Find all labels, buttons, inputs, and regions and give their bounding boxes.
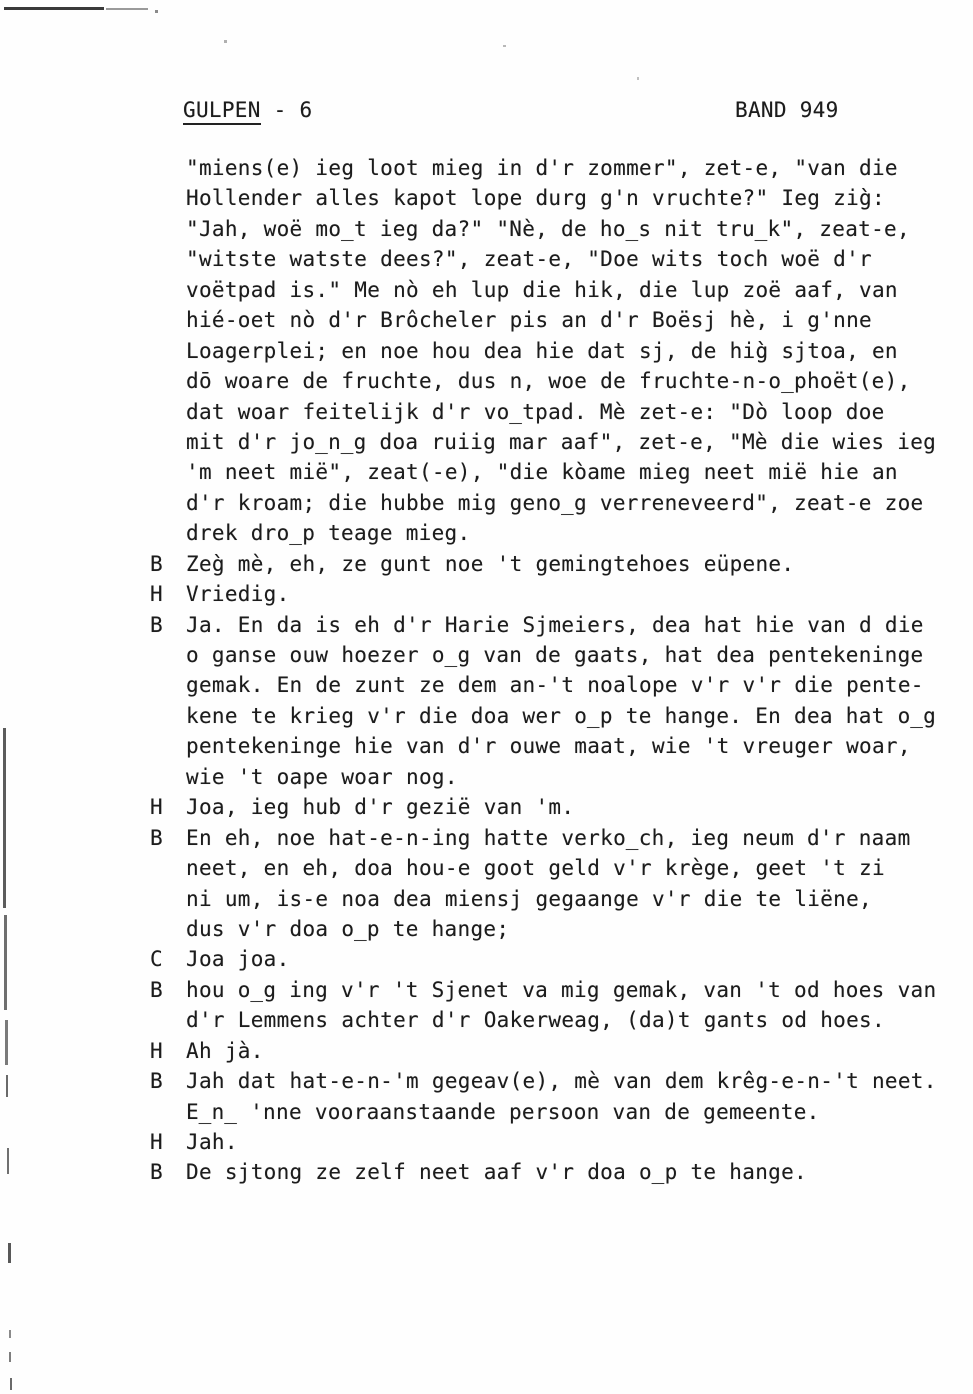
- line-text: wie 't oape woar nog.: [186, 764, 458, 789]
- line-text: 'm neet mië", zeat(-e), "die kòame mieg neet mië hie an: [186, 460, 898, 485]
- speaker-label: H: [150, 1038, 163, 1063]
- speaker-label: [150, 1097, 186, 1127]
- scan-artifact-speck: [637, 77, 639, 80]
- scan-artifact-top-line: [4, 7, 104, 10]
- line-text: dus v'r doa o̲p te hange;: [186, 916, 510, 941]
- transcript-line: [0, 244, 973, 274]
- transcript-line: [0, 792, 973, 822]
- transcript-line: [0, 823, 973, 853]
- speaker-label: [150, 457, 186, 487]
- line-text: kene te krieg v'r die doa wer o̲p te hange. En dea hat o̲g: [186, 703, 937, 728]
- speaker-label: [150, 640, 186, 670]
- line-text: ni um, is-e noa dea miensj gegaange v'r die te liëne,: [186, 886, 872, 911]
- scan-artifact-left-edge: [9, 1330, 11, 1338]
- speaker-label: B: [150, 612, 163, 637]
- transcript-line: [0, 610, 973, 640]
- transcript-line: [0, 1097, 973, 1127]
- speaker-label: H: [150, 795, 163, 820]
- transcript-line: [0, 1066, 973, 1096]
- line-text: mit d'r jo̲n̲g doa ruiig mar aaf", zet-e, "Mè die wies ieg: [186, 429, 937, 454]
- line-text: Vriedig.: [186, 582, 290, 607]
- speaker-label: [150, 1005, 186, 1035]
- transcript-line: [0, 670, 973, 700]
- line-text: "witste watste dees?", zeat-e, "Doe wits toch woë d'r: [186, 247, 872, 272]
- speaker-label: [150, 183, 186, 213]
- transcript-line: [0, 975, 973, 1005]
- line-text: Ja. En da is eh d'r Harie Sjmeiers, dea hat hie van d die: [186, 612, 924, 637]
- speaker-label: [150, 731, 186, 761]
- transcript-line: [0, 640, 973, 670]
- transcript-line: [0, 731, 973, 761]
- line-text: Jah.: [186, 1130, 238, 1154]
- line-text: hou o̲g ing v'r 't Sjenet va mig gemak, van 't od hoes van: [186, 977, 937, 1002]
- transcript-line: [0, 275, 973, 305]
- speaker-label: [150, 701, 186, 731]
- scan-artifact-left-edge: [10, 1378, 12, 1390]
- speaker-label: H: [150, 582, 163, 607]
- line-text: dat woar feitelijk d'r vo̲tpad. Mè zet-e: "Dò loop doe: [186, 399, 885, 424]
- line-text: E̲n̲ 'nne vooraanstaande persoon van de gemeente.: [186, 1099, 820, 1124]
- line-text: En eh, noe hat-e-n-ing hatte verko̲ch, ieg neum d'r naam: [186, 825, 911, 850]
- line-text: gemak. En de zunt ze dem an-'t noalope v'r v'r die pente-: [186, 673, 924, 698]
- line-text: Joa, ieg hub d'r gezië van 'm.: [186, 795, 575, 820]
- speaker-label: [150, 244, 186, 274]
- transcript-line: [0, 336, 973, 366]
- speaker-label: [150, 275, 186, 305]
- line-text: hié-oet nò d'r Brôcheler pis an d'r Boësj hè, i g'nne: [186, 308, 872, 333]
- speaker-label: [150, 153, 186, 183]
- speaker-label: [150, 884, 186, 914]
- line-text: Zeg̀ mè, eh, ze gunt noe 't gemingtehoes eüpene.: [186, 551, 795, 576]
- page-title: [183, 98, 312, 122]
- line-text: d'r Lemmens achter d'r Oakerweag, (da)t gants od hoes.: [186, 1008, 885, 1033]
- scan-artifact-speck: [503, 45, 506, 47]
- transcript-line: [0, 701, 973, 731]
- transcript-line: [0, 1036, 973, 1066]
- speaker-label: [150, 518, 186, 548]
- line-text: dō woare de fruchte, dus n, woe de fruchte-n-o̲phoët(e),: [186, 369, 911, 394]
- line-text: De sjtong ze zelf neet aaf v'r doa o̲p te hange.: [186, 1160, 807, 1185]
- transcript-line: [0, 1005, 973, 1035]
- speaker-label: [150, 397, 186, 427]
- transcript-line: [0, 183, 973, 213]
- speaker-label: [150, 427, 186, 457]
- transcript-line: [0, 305, 973, 335]
- scan-artifact-left-edge: [9, 1352, 11, 1362]
- line-text: o ganse ouw hoezer o̲g van de gaats, hat dea pentekeninge: [186, 643, 924, 667]
- band-label: BAND 949: [735, 98, 839, 122]
- transcript-line: [0, 549, 973, 579]
- page-title-number: - 6: [260, 98, 313, 122]
- transcript-line: [0, 944, 973, 974]
- transcript-line: [0, 397, 973, 427]
- speaker-label: C: [150, 947, 163, 972]
- transcript: [0, 153, 973, 1188]
- transcript-line: [0, 488, 973, 518]
- speaker-label: [150, 305, 186, 335]
- transcript-line: [0, 518, 973, 548]
- speaker-label: [150, 670, 186, 700]
- transcript-line: [0, 1127, 973, 1157]
- speaker-label: B: [150, 977, 163, 1002]
- line-text: voëtpad is." Me nò eh lup die hik, die lup zoë aaf, van: [186, 277, 898, 302]
- scan-artifact-top-line-faint: [106, 8, 148, 10]
- line-text: "Jah, woë mo̲t ieg da?" "Nè, de ho̲s nit tru̲k", zeat-e,: [186, 216, 910, 241]
- line-text: Loagerplei; en noe hou dea hie dat sj, de hig̀ sjtoa, en: [186, 338, 898, 363]
- scan-artifact-left-edge: [8, 1243, 11, 1263]
- line-text: d'r kroam; die hubbe mig geno̲g verreneveerd", zeat-e zoe: [186, 490, 924, 515]
- line-text: Joa joa.: [186, 947, 290, 972]
- line-text: drek dro̲p teage mieg.: [186, 521, 471, 546]
- transcript-line: [0, 853, 973, 883]
- speaker-label: [150, 366, 186, 396]
- speaker-label: H: [150, 1130, 163, 1154]
- speaker-label: B: [150, 1069, 163, 1094]
- transcript-line: [0, 914, 973, 944]
- scan-artifact-speck: [224, 40, 227, 43]
- speaker-label: [150, 488, 186, 518]
- page-title-location: GULPEN: [183, 98, 261, 125]
- line-text: neet, en eh, doa hou-e goot geld v'r krège, geet 't zi: [186, 856, 885, 881]
- line-text: pentekeninge hie van d'r ouwe maat, wie 't vreuger woar,: [186, 734, 911, 759]
- speaker-label: [150, 914, 186, 944]
- speaker-label: [150, 214, 186, 244]
- transcript-line: [0, 153, 973, 183]
- transcript-line: [0, 1157, 973, 1187]
- speaker-label: B: [150, 1160, 163, 1185]
- speaker-label: B: [150, 825, 163, 850]
- line-text: "miens(e) ieg loot mieg in d'r zommer", zet-e, "van die: [186, 156, 898, 180]
- transcript-line: [0, 762, 973, 792]
- line-text: Hollender alles kapot lope durg g'n vruchte?" Ieg zig̀:: [186, 186, 885, 211]
- speaker-label: [150, 762, 186, 792]
- speaker-label: [150, 336, 186, 366]
- speaker-label: [150, 853, 186, 883]
- scan-artifact-dot: [155, 10, 158, 13]
- line-text: Ah jà.: [186, 1038, 264, 1063]
- transcript-line: [0, 366, 973, 396]
- transcript-line: [0, 579, 973, 609]
- transcript-line: [0, 427, 973, 457]
- transcript-line: [0, 884, 973, 914]
- speaker-label: B: [150, 551, 163, 576]
- transcript-line: [0, 457, 973, 487]
- transcript-line: [0, 214, 973, 244]
- line-text: Jah dat hat-e-n-'m gegeav(e), mè van dem krêg-e-n-'t neet.: [186, 1069, 937, 1094]
